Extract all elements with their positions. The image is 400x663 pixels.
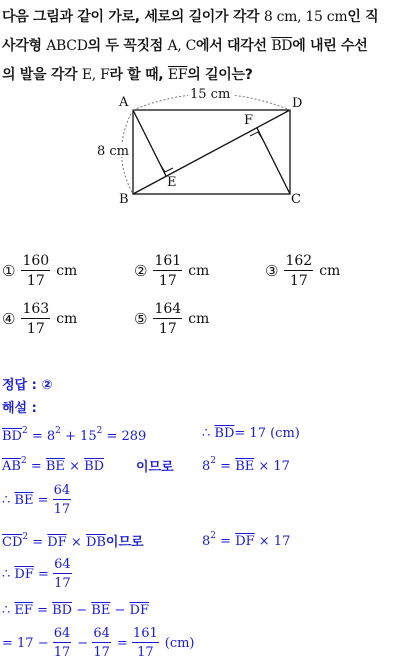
solution-step-1: $\overline{BD}^2 = 8^2 + 15^2 = 289$ [2,426,147,444]
label-d: D [292,96,303,111]
choice-4[interactable]: ④ $\frac{163}{17}$ cm [2,301,78,337]
solution-step-2: $\overline{AB}^2 = \overline{BE} \times \overline{BD}$ [2,456,105,474]
question-line-2: 사각형 ABCD의 두 꼭짓점 A, C에서 대각선 $\overline{BD}$에 내린 수선 [2,38,368,54]
solution-step-2-result: $8^2 = \overline{BE} \times 17$ [202,456,290,474]
solution-step-4: $\overline{CD}^2 = \overline{DF} \times \overline{DB}$이므로 [2,532,144,550]
explanation-label: 해설 : [2,401,37,416]
fraction: $\frac{64}{17}$ [53,626,71,660]
fraction: $\frac{163}{17}$ [22,301,50,337]
fraction: $\frac{64}{17}$ [93,626,110,660]
question-line-3: 의 발을 각각 E, F라 할 때, $\overline{EF}$의 길이는? [2,67,253,83]
fraction: $\frac{160}{17}$ [22,253,50,289]
choice-5[interactable]: ⑤ $\frac{164}{17}$ cm [134,301,210,337]
label-e: E [167,175,177,190]
height-label: 8 cm [97,144,130,159]
width-label: 15 cm [190,87,231,102]
label-b: B [119,192,129,207]
solution-step-2-mid: 이므로 [136,460,174,475]
solution-step-1-result: ∴ $\overline{BD}= 17$ (cm) [202,426,300,441]
question-line-1: 다음 그림과 같이 가로, 세로의 길이가 각각 8 cm, 15 cm인 직 [2,9,379,25]
right-angle-e [160,164,173,172]
answer-line: 정답 : ② [2,378,53,393]
fraction: $\frac{164}{17}$ [154,301,182,337]
choice-3[interactable]: ③ $\frac{162}{17}$ cm [265,253,341,289]
fraction: $\frac{64}{17}$ [54,557,71,591]
fraction: $\frac{161}{17}$ [132,626,158,660]
fraction: $\frac{162}{17}$ [285,253,313,289]
choice-2[interactable]: ② $\frac{161}{17}$ cm [134,253,210,289]
diagonal-bd [133,110,290,194]
label-a: A [119,95,129,110]
solution-step-4-result: $8^2 = \overline{DF} \times 17$ [202,531,291,549]
fraction: $\frac{161}{17}$ [154,253,182,289]
solution-step-3: ∴ $\overline{BE}$ = $\frac{64}{17}$ [2,483,71,517]
label-f: F [244,113,254,128]
solution-step-5: ∴ $\overline{DF}$ = $\frac{64}{17}$ [2,557,71,591]
label-c: C [291,192,301,207]
solution-final: = 17 − $\frac{64}{17}$ − $\frac{64}{17}$ = $\frac{161}{17}$ (cm) [2,626,195,660]
choice-1[interactable]: ① $\frac{160}{17}$ cm [2,253,78,289]
fraction: $\frac{64}{17}$ [53,483,71,517]
solution-step-6: ∴ $\overline{EF} = \overline{BD} - \overline{BE} - \overline{DF}$ [2,603,149,618]
right-angle-f [250,132,263,140]
